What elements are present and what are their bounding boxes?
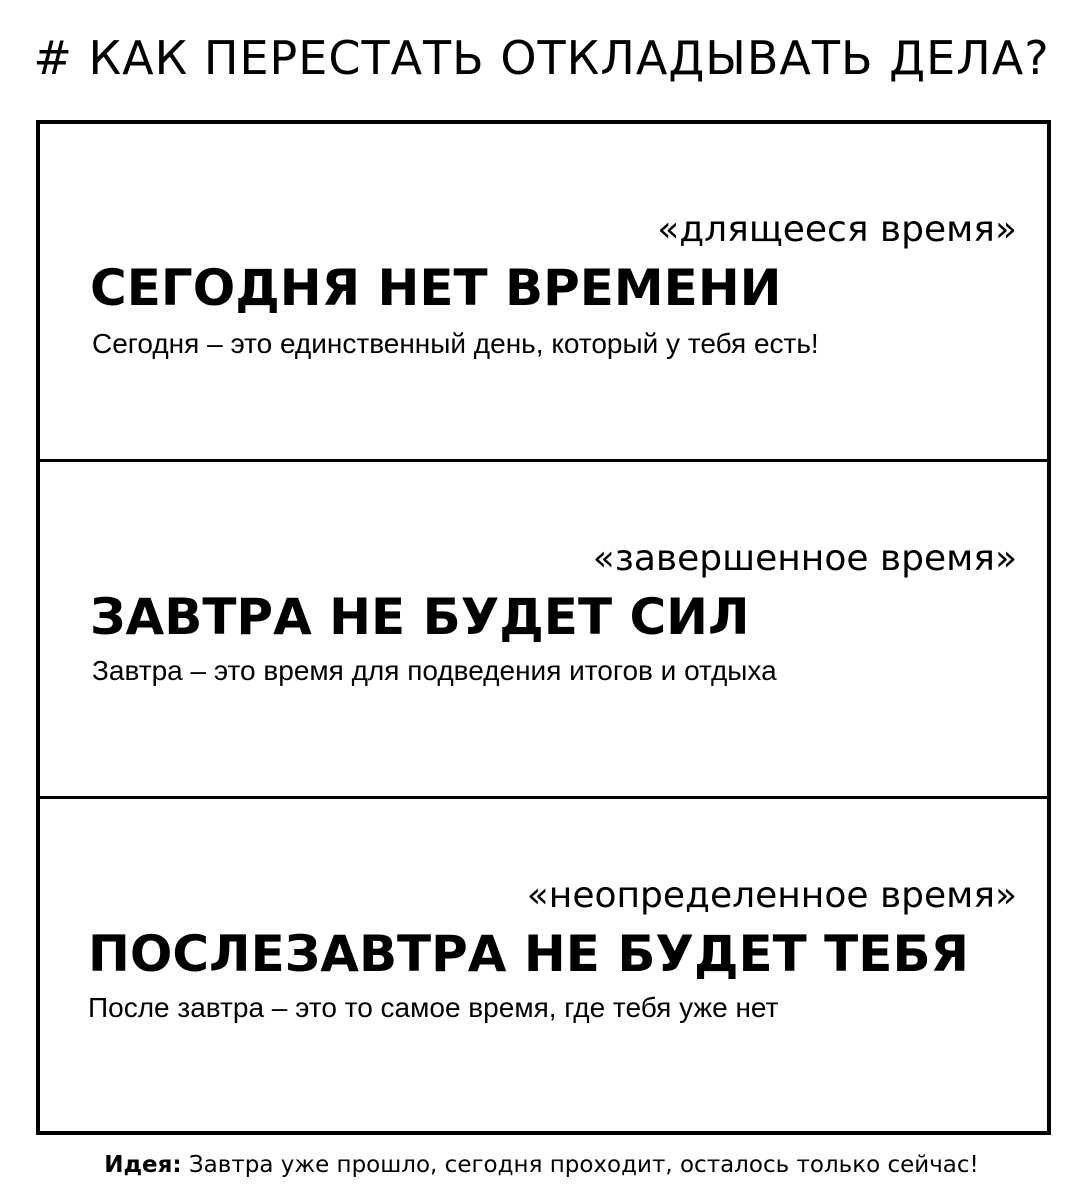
section-day-after-tomorrow — [40, 798, 1047, 1131]
idea-label: Идея: — [104, 1152, 182, 1178]
section-today — [40, 124, 1047, 461]
section-heading: СЕГОДНЯ НЕТ ВРЕМЕНИ — [90, 259, 782, 317]
section-heading: ПОСЛЕЗАВТРА НЕ БУДЕТ ТЕБЯ — [88, 925, 970, 983]
idea-text: Завтра уже прошло, сегодня проходит, осталось только сейчас! — [181, 1152, 979, 1178]
section-description: Сегодня – это единственный день, который у тебя есть! — [92, 328, 819, 359]
idea-footer — [0, 1150, 1083, 1180]
section-tomorrow — [40, 461, 1047, 798]
section-heading: ЗАВТРА НЕ БУДЕТ СИЛ — [90, 588, 750, 646]
content-frame — [36, 120, 1051, 1135]
section-tense-label: «длящееся время» — [657, 209, 1017, 250]
page-title: # КАК ПЕРЕСТАТЬ ОТКЛАДЫВАТЬ ДЕЛА? — [33, 31, 1050, 85]
section-description: Завтра – это время для подведения итогов и отдыха — [92, 655, 777, 686]
section-tense-label: «неопределенное время» — [526, 875, 1017, 916]
section-tense-label: «завершенное время» — [592, 538, 1017, 579]
section-description: После завтра – это то самое время, где тебя уже нет — [88, 992, 779, 1023]
